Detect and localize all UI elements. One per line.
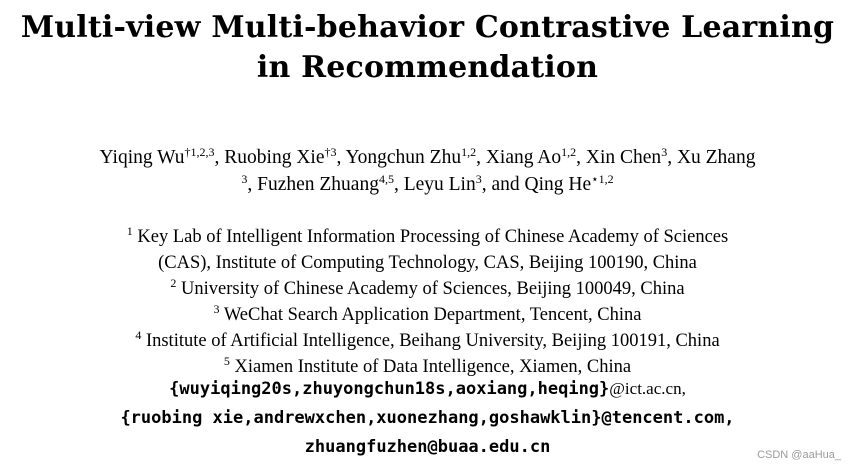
author-name: Yongchun Zhu [345,147,462,168]
email-users: {wuyiqing20s,zhuyongchun18s,aoxiang,heqing} [169,379,610,399]
author-separator: , [476,147,486,168]
affiliation-number: 5 [223,353,230,368]
author-name: Xu Zhang [676,147,756,168]
affiliation-text: WeChat Search Application Department, Tencent, China [223,305,642,325]
title-line-2: in Recommendation [256,50,599,85]
author-separator: , [576,147,586,168]
email-domain: @ict.ac.cn, [609,379,686,398]
author-name: Xiang Ao [485,147,562,168]
affiliation-number: 3 [213,301,220,316]
affiliation-number: 1 [126,223,133,238]
author-affil-mark: ⋆1,2 [591,171,614,186]
affiliation-list [0,224,855,380]
affiliation-item [0,302,855,328]
author-affil-mark: †1,2,3 [184,144,215,159]
affiliation-number: 2 [170,275,177,290]
affiliation-item [0,250,855,276]
author-name: Yiqing Wu [99,147,185,168]
csdn-watermark: CSDN @aaHua_ [757,449,841,461]
title-line-1: Multi-view Multi-behavior Contrastive Learning [20,10,835,45]
author-separator: , [214,147,225,168]
author-affil-mark: 1,2 [561,144,577,159]
author-affil-mark: †3 [324,144,337,159]
affiliation-number: 4 [135,327,142,342]
email-line [0,374,855,404]
email-users: zhuangfuzhen@buaa.edu.cn [304,437,551,457]
author-separator: , [667,147,677,168]
author-affil-mark: 3 [661,144,668,159]
email-list [0,374,855,462]
affiliation-item [0,276,855,302]
affiliation-text: Institute of Artificial Intelligence, Beihang University, Beijing 100191, China [145,331,720,351]
author-affil-mark: 1,2 [461,144,477,159]
paper-title [0,8,855,88]
author-separator: , [393,174,404,195]
author-name: Qing He [524,174,592,195]
author-name: Fuzhen Zhuang [257,174,379,195]
author-separator: , and [481,174,525,195]
author-line-2 [0,171,855,198]
author-line-1 [0,144,855,171]
affiliation-text: Key Lab of Intelligent Information Processing of Chinese Academy of Sciences [137,227,729,247]
author-affil-mark: 3 [475,171,482,186]
author-name: Leyu Lin [403,174,476,195]
author-name: Ruobing Xie [224,147,325,168]
author-list [0,144,855,198]
email-domain: @tencent.com, [601,408,735,428]
affiliation-item [0,328,855,354]
email-line [0,433,855,462]
author-name: Xin Chen [585,147,662,168]
affiliation-text: (CAS), Institute of Computing Technology, CAS, Beijing 100190, China [158,253,697,273]
author-affil-mark: 3 [241,171,248,186]
author-separator: , [336,147,346,168]
affiliation-text: University of Chinese Academy of Sciences, Beijing 100049, China [181,279,685,299]
author-separator: , [247,174,258,195]
email-line [0,404,855,433]
affiliation-item [0,224,855,250]
affiliation-text: Xiamen Institute of Data Intelligence, Xiamen, China [234,357,632,377]
email-users: {ruobing xie,andrewxchen,xuonezhang,goshawklin} [120,408,602,428]
author-affil-mark: 4,5 [378,171,394,186]
